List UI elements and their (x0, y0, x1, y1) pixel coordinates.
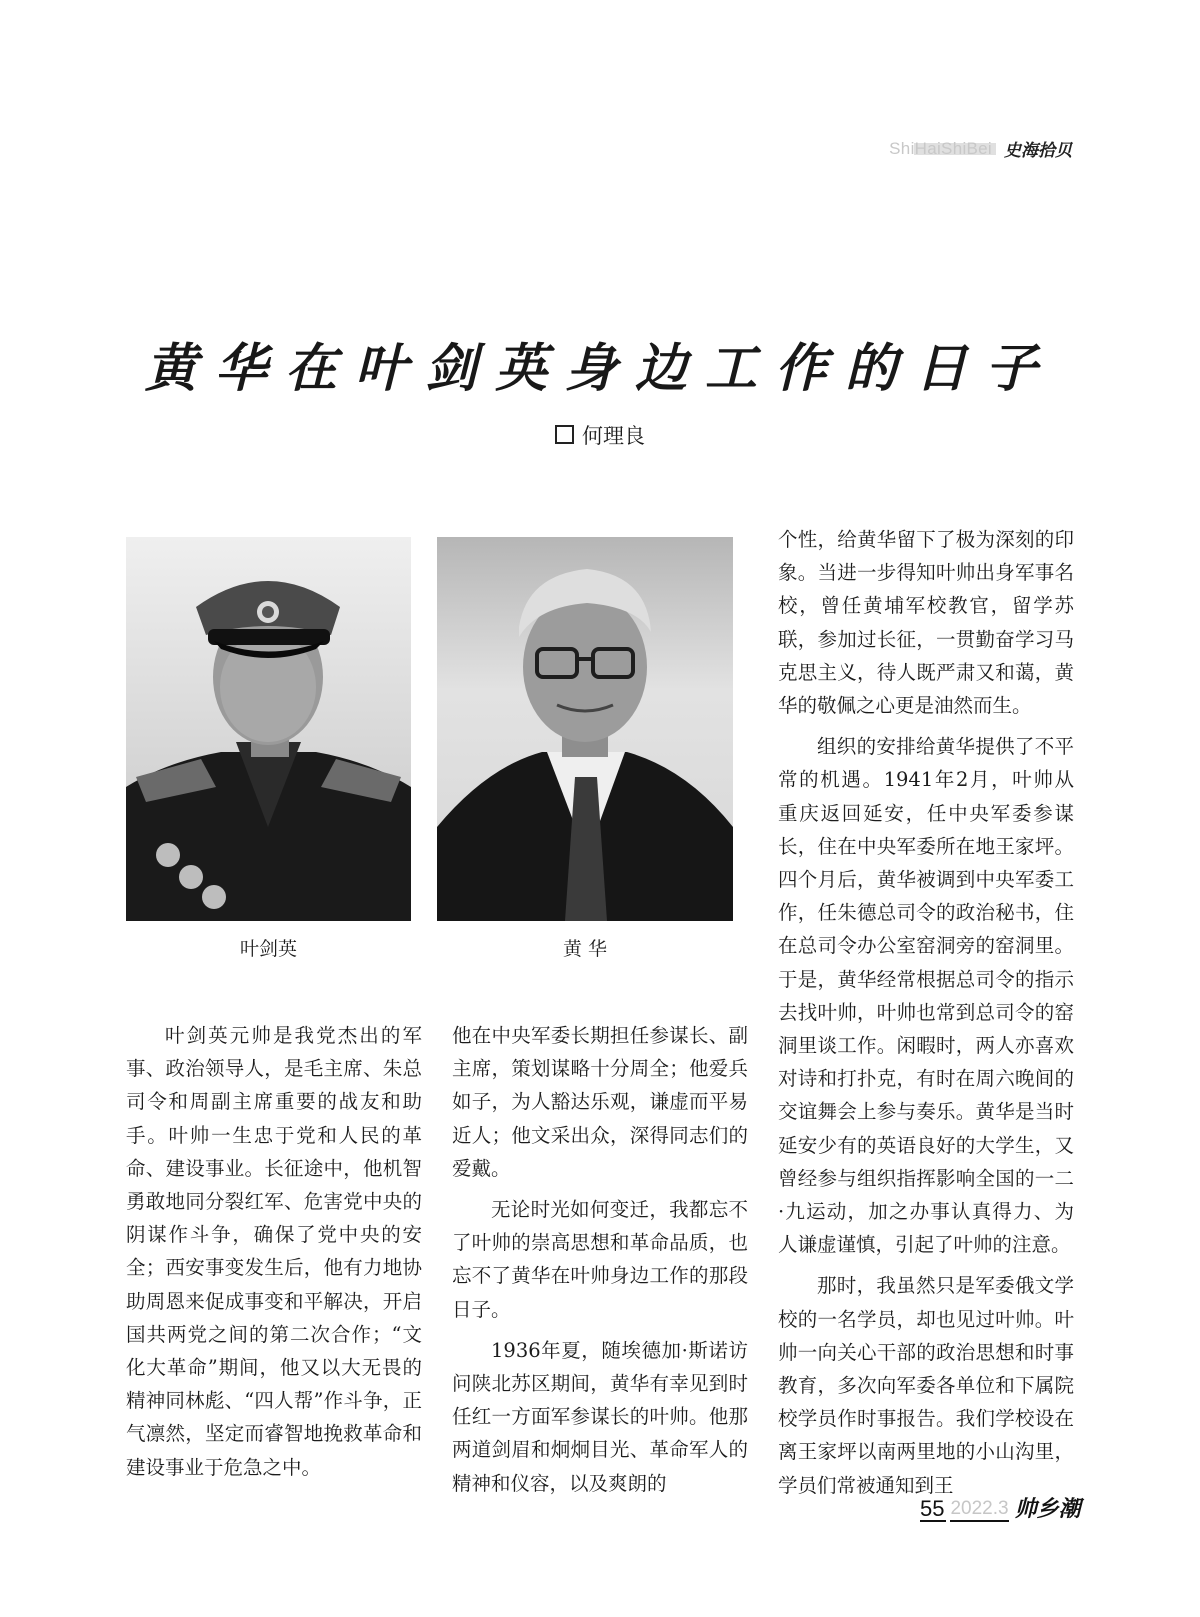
paragraph: 个性，给黄华留下了极为深刻的印象。当进一步得知叶帅出身军事名校，曾任黄埔军校教官，留学苏联，参加过长征，一贯勤奋学习马克思主义，待人既严肃又和蔼，黄华的敬佩之心更是油然而生。 (778, 528, 1074, 718)
paragraph: 他在中央军委长期担任参谋长、副主席，策划谋略十分周全；他爱兵如子，为人豁达乐观，谦虚而平易近人；他文采出众，深得同志们的爱戴。 (452, 1024, 748, 1180)
photo-ye-jianying (126, 537, 411, 921)
portrait-suit-illustration (437, 537, 733, 921)
text-column-3 (778, 523, 1074, 1510)
photo-caption-ye: 叶剑英 (239, 938, 297, 960)
photo-huang-hua (437, 537, 733, 921)
portrait-uniform-illustration (126, 537, 411, 921)
text-column-1 (126, 1019, 422, 1492)
article-title: 黄华在叶剑英身边工作的日子 (144, 339, 1055, 399)
author-box-icon (555, 425, 574, 444)
photo-caption-huang: 黄 华 (562, 938, 608, 960)
page-number: 55 (920, 1496, 945, 1521)
section-name-en: ShiHaiShiBei (889, 138, 992, 158)
paragraph: 1936年夏，随埃德加·斯诺访问陕北苏区期间，黄华有幸见到时任红一方面军参谋长的叶帅。他那两道剑眉和炯炯目光、革命军人的精神和仪容，以及爽朗的 (452, 1338, 748, 1495)
section-header (889, 136, 1072, 161)
paragraph: 组织的安排给黄华提供了不平常的机遇。1941年2月，叶帅从重庆返回延安，任中央军委参谋长，住在中央军委所在地王家坪。四个月后，黄华被调到中央军委工作，任朱德总司令的政治秘书，住在总司令办公室窑洞旁的窑洞里。于是，黄华经常根据总司令的指示去找叶帅，叶帅也常到总司令的窑洞里谈工作。闲暇时，两人亦喜欢对诗和打扑克，有时在周六晚间的交谊舞会上参与奏乐。黄华是当时延安少有的英语良好的大学生，又曾经参与组织指挥影响全国的一二·九运动，加之办事认真得力、为人谦虚谨慎，引起了叶帅的注意。 (778, 735, 1074, 1257)
paragraph: 叶剑英元帅是我党杰出的军事、政治领导人，是毛主席、朱总司令和周副主席重要的战友和助手。叶帅一生忠于党和人民的革命、建设事业。长征途中，他机智勇敢地同分裂红军、危害党中央的阴谋作斗争，确保了党中央的安全；西安事变发生后，他有力地协助周恩来促成事变和平解决，开启国共两党之间的第二次合作；“文化大革命”期间，他又以大无畏的精神同林彪、“四人帮”作斗争，正气凛然，坚定而睿智地挽救革命和建设事业于危急之中。 (126, 1024, 422, 1479)
page-footer (920, 1498, 1081, 1522)
paragraph: 无论时光如何变迁，我都忘不了叶帅的崇高思想和革命品质，也忘不了黄华在叶帅身边工作的那段日子。 (452, 1198, 748, 1321)
issue-date: 2022.3 (950, 1498, 1008, 1522)
author-name: 何理良 (582, 424, 645, 448)
text-column-2 (452, 1019, 748, 1508)
article-author (0, 420, 1200, 450)
magazine-brand: 帅乡潮 (1014, 1497, 1081, 1522)
paragraph: 那时，我虽然只是军委俄文学校的一名学员，却也见过叶帅。叶帅一向关心干部的政治思想和时事教育，多次向军委各单位和下属院校学员作时事报告。我们学校设在离王家坪以南两里地的小山沟里，学员们常被通知到王 (778, 1274, 1074, 1497)
section-name-cn: 史海拾贝 (1004, 141, 1072, 161)
